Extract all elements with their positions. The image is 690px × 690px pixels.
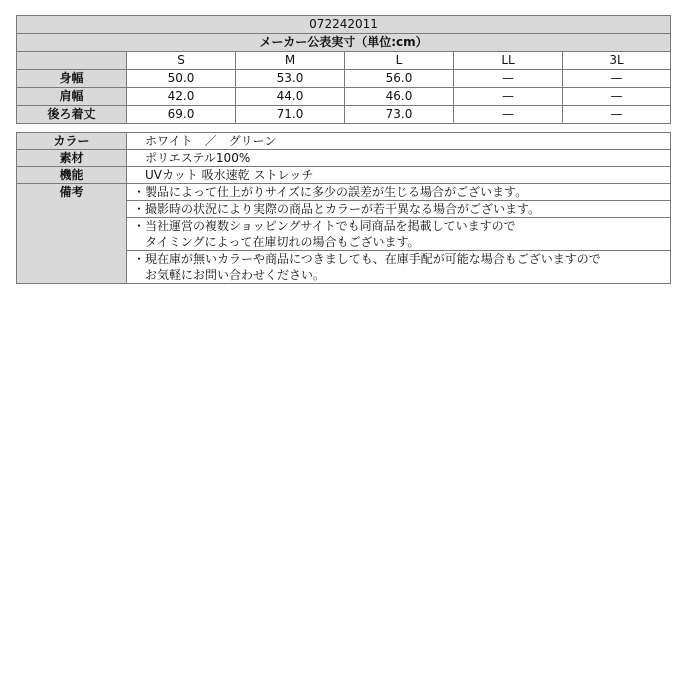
size-header-s: S [127,52,236,70]
note-line: ・製品によって仕上がりサイズに多少の誤差が生じる場合がございます。 [133,185,528,199]
size-table-subtitle: メーカー公表実寸（単位:cm） [17,34,671,52]
table-row [17,150,671,167]
row-label: 肩幅 [17,88,127,106]
table-cell: 53.0 [236,70,345,88]
table-cell: 71.0 [236,106,345,124]
table-row [17,184,671,201]
note-line: タイミングによって在庫切れの場合もございます。 [133,235,420,249]
table-cell: 50.0 [127,70,236,88]
size-header-row [17,52,671,70]
color-label: カラー [17,133,127,150]
note-line: ・当社運営の複数ショッピングサイトでも同商品を掲載していますので [133,219,516,233]
table-cell: — [563,70,671,88]
table-cell: — [454,70,563,88]
note-line: ・現在庫が無いカラーや商品につきましても、在庫手配が可能な場合もございますので [133,252,601,266]
table-cell: 42.0 [127,88,236,106]
table-cell: 44.0 [236,88,345,106]
note-line: ・撮影時の状況により実際の商品とカラーが若干異なる場合がございます。 [133,202,541,216]
table-row [17,106,671,124]
color-value: ホワイト ／ グリーン [127,133,671,150]
size-header-3l: 3L [563,52,671,70]
table-row [17,133,671,150]
table-cell: — [563,88,671,106]
note-item [127,251,671,284]
subtitle-row [17,34,671,52]
size-table [16,15,671,124]
table-cell: 46.0 [345,88,454,106]
table-row [17,70,671,88]
table-cell: 56.0 [345,70,454,88]
size-header-corner [17,52,127,70]
table-cell: 73.0 [345,106,454,124]
size-header-l: L [345,52,454,70]
function-label: 機能 [17,167,127,184]
row-label: 後ろ着丈 [17,106,127,124]
table-row [17,88,671,106]
size-header-m: M [236,52,345,70]
table-cell: — [563,106,671,124]
material-value: ポリエステル100% [127,150,671,167]
table-cell: — [454,106,563,124]
table-cell: — [454,88,563,106]
product-code-row [17,16,671,34]
product-code: 072242011 [17,16,671,34]
table-row [17,167,671,184]
note-item [127,184,671,201]
note-line: お気軽にお問い合わせください。 [133,268,326,282]
spec-table [16,132,671,284]
size-header-ll: LL [454,52,563,70]
notes-label: 備考 [17,184,127,284]
table-cell: 69.0 [127,106,236,124]
material-label: 素材 [17,150,127,167]
function-value: UVカット 吸水速乾 ストレッチ [127,167,671,184]
note-item [127,218,671,251]
row-label: 身幅 [17,70,127,88]
note-item [127,201,671,218]
